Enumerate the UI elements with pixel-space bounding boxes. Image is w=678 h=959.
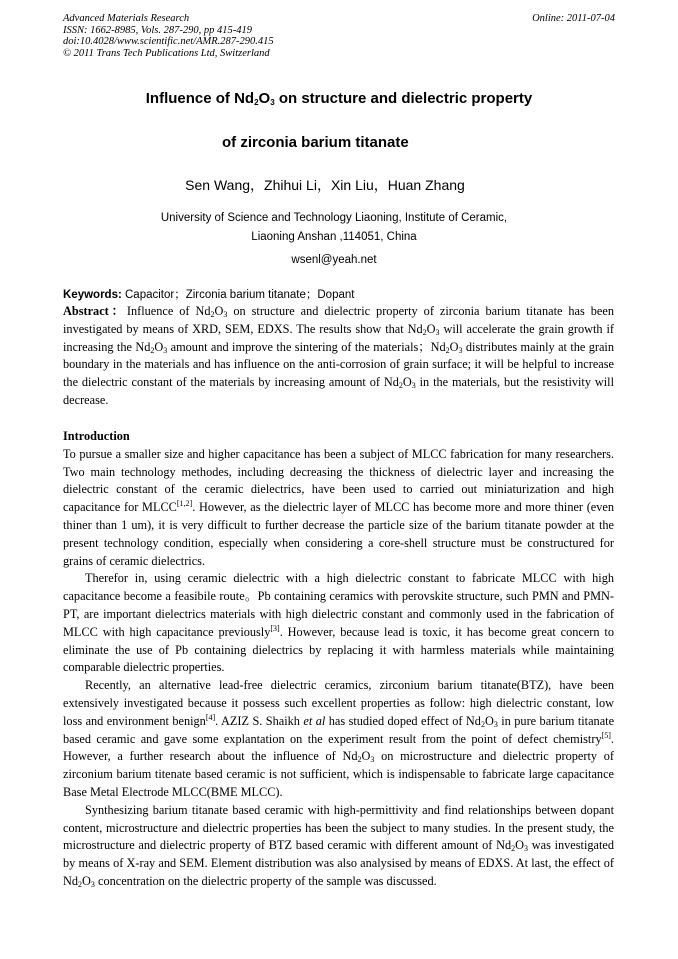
affiliation-line-2: Liaoning Anshan ,114051, China <box>251 231 417 243</box>
authors: Sen Wang，Zhihui Li，Xin Liu，Huan Zhang <box>185 177 465 193</box>
abstract-label: Abstract： <box>63 304 127 318</box>
doi-line: doi:10.4028/www.scientific.net/AMR.287-290.415 <box>63 36 274 47</box>
intro-paragraph-2: Therefor in, using ceramic dielectric with a high dielectric constant to fabricate MLCC with high capacitance become a feasibile route。Pb containing ceramics with perovskite structure, such PMN and PMN-PT, are important dielectrics materials with high dielectric constant and commonly used in the fabrication of MLCC with high capacitance previously[3]. However, because lead is toxic, it has become great concern to eliminate the use of Pb containing dielectrics by replacing it with harmless materials while maintaining comparable dielectric properties. <box>63 571 614 675</box>
copyright-line: © 2011 Trans Tech Publications Ltd, Switzerland <box>63 47 270 59</box>
online-date: Online: 2011-07-04 <box>532 13 615 24</box>
affiliation <box>0 209 668 247</box>
introduction-heading: Introduction <box>63 429 130 443</box>
abstract <box>63 303 614 410</box>
paper-title-line-1: Influence of $Nd_2O_3$ on structure and dielectric property <box>145 90 533 107</box>
email: wsenl@yeah.net <box>291 254 377 266</box>
paper-title-line-2: of zirconia barium titanate <box>222 134 409 151</box>
keywords <box>63 286 354 302</box>
introduction-section <box>63 428 614 891</box>
intro-paragraph-1: To pursue a smaller size and higher capacitance has been a subject of MLCC fabrication for many researchers. Two main technology methodes, including decreasing the thickness of dielectric layer and increasing the dielectric constant of the ceramic dielectrics, have been used to carried out miniaturization and high capacitance for MLCC[1,2]. However, as the dielectric layer of MLCC has become more and more thiner (even thiner than 1 um), it is very difficult to further decrease the particle size of the barium titanate powder at the present technology condition, especially when considering a core-shell structure must be constructured for grains of ceramic dielectrics. <box>63 446 614 568</box>
journal-name: Advanced Materials Research <box>63 13 190 24</box>
journal-header <box>63 13 615 59</box>
issn-line: ISSN: 1662-8985, Vols. 287-290, pp 415-419 <box>63 24 252 36</box>
affiliation-line-1: University of Science and Technology Liaoning, Institute of Ceramic, <box>160 212 508 224</box>
keywords-label: Keywords: <box>63 289 122 301</box>
intro-paragraph-3: Recently, an alternative lead-free dielectric ceramics, zirconium barium titanate(BTZ), have been extensively investigated because it possess such excellent properties as follow: high dielectric constant, low loss and environment benign[4]. AZIZ S. Shaikh et al has studied doped effect of $Nd_2O_3$ in pure barium titanate based ceramic and gave some explantation on the experiment result from the point of defect chemistry[5]. However, a further research about the influence of $Nd_2O_3$ on microstructure and dielectric property of zirconium barium titenate based ceramic is not sufficient, which is indispensable to fabricate large capacitance Base Metal Electrode MLCC(BME MLCC). <box>63 678 615 799</box>
intro-paragraph-4: Synthesizing barium titanate based ceramic with high-permittivity and find relationships between dopant content, microstructure and dielectric properties has been the subject to many studies. In the present study, the microstructure and dielectric property of BTZ based ceramic with different amount of $Nd_2O_3$ was investigated by means of X-ray and SEM. Element distribution was also analysised by means of EDXS. At last, the effect of $Nd_2O_3$ concentration on the dielectric property of the sample was discussed. <box>63 802 614 889</box>
keywords-text: Capacitor；Zirconia barium titanate；Dopant <box>121 289 355 301</box>
abstract-paragraph: Abstract：Influence of $Nd_2O_3$ on structure and dielectric property of zirconia barium titanate has been investigated by means of XRD, SEM, EDXS. The results show that $Nd_2O_3$ will accelerate the grain growth if increasing the $Nd_2O_3$ amount and improve the sintering of the materials；$Nd_2O_3$ distributes mainly at the grain boundary in the materials and has influence on the anti-corrosion of grain surface; it will be helpful to increase the dielectric constant of the materials by increasing amount of $Nd_2O_3$ in the materials, but the resistivity will decrease. <box>63 304 614 407</box>
